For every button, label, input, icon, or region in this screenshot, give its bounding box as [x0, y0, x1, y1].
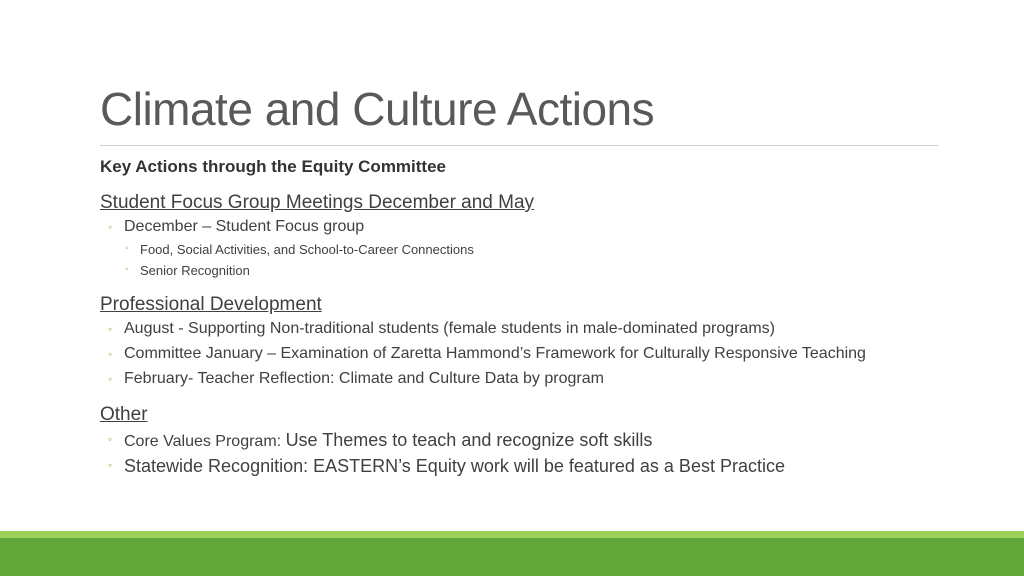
slide-title: Climate and Culture Actions	[100, 83, 655, 135]
bullet-icon: ◦	[125, 264, 129, 275]
footer-band-light	[0, 531, 1024, 538]
section-heading-professional-development: Professional Development	[100, 294, 322, 315]
list-item	[125, 263, 250, 278]
list-item-text: Committee January – Examination of Zaretta Hammond’s Framework for Culturally Responsive Teaching	[124, 345, 866, 362]
list-item-text: February- Teacher Reflection: Climate and Culture Data by program	[124, 370, 604, 387]
list-item	[125, 242, 474, 257]
footer-band-dark	[0, 538, 1024, 576]
list-item-prefix: Core Values Program:	[124, 433, 282, 450]
list-item	[108, 218, 365, 236]
list-item-text: August - Supporting Non-traditional students (female students in male-dominated programs)	[124, 320, 775, 337]
slide-subtitle: Key Actions through the Equity Committee	[100, 157, 447, 176]
bullet-icon: ◦	[108, 347, 113, 361]
list-item-text: Food, Social Activities, and School-to-Career Connections	[140, 242, 474, 257]
bullet-icon: ◦	[108, 372, 113, 386]
bullet-icon: ◦	[108, 322, 113, 336]
section-heading-student-focus: Student Focus Group Meetings December and May	[100, 192, 535, 213]
bullet-icon: ◦	[108, 432, 113, 446]
list-item	[108, 370, 604, 388]
list-item-text: Senior Recognition	[140, 263, 250, 278]
list-item	[108, 345, 866, 363]
bullet-icon: ◦	[125, 243, 129, 254]
title-divider	[100, 145, 938, 146]
bullet-icon: ◦	[108, 458, 113, 472]
section-heading-other: Other	[100, 404, 148, 425]
list-item	[108, 320, 775, 338]
list-item	[108, 456, 785, 477]
list-item	[108, 430, 653, 451]
list-item-text: December – Student Focus group	[124, 218, 365, 235]
list-item-text: Use Themes to teach and recognize soft skills	[285, 430, 653, 450]
list-item-text: Statewide Recognition: EASTERN’s Equity work will be featured as a Best Practice	[124, 456, 785, 476]
bullet-icon: ◦	[108, 220, 113, 234]
